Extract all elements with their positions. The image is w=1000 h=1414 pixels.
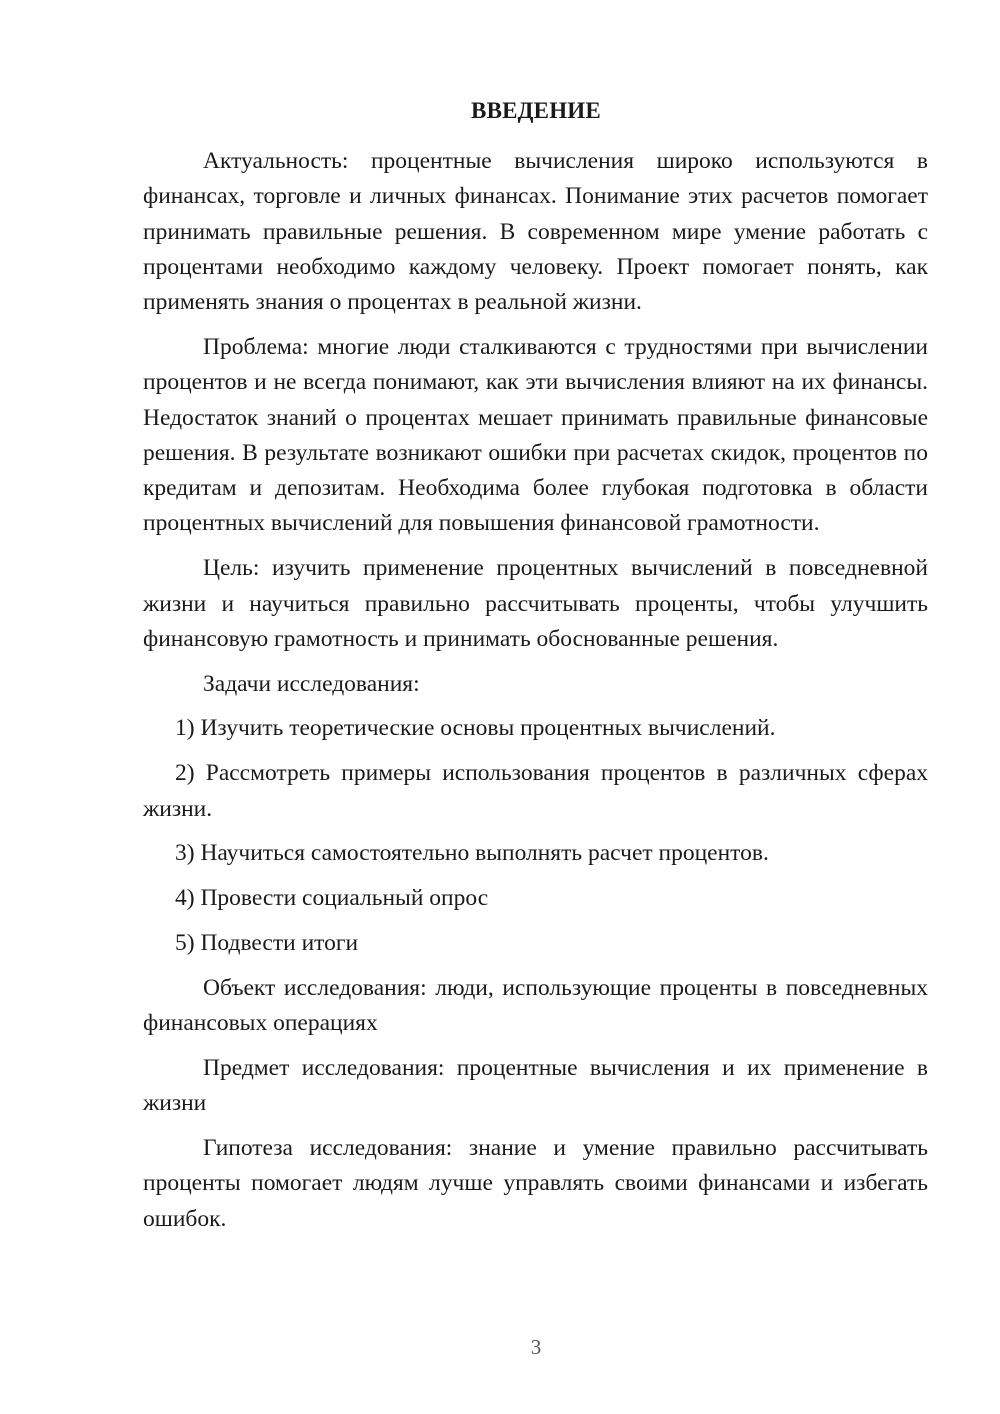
paragraph-object: Объект исследования: люди, использующие проценты в повседневных финансовых операциях (143, 974, 928, 1037)
task-item: 1) Изучить теоретические основы процентных вычислений. (175, 715, 776, 742)
section-title: ВВЕДЕНИЕ (471, 98, 601, 123)
task-item: 2) Рассмотреть примеры использования процентов в различных сферах жизни. (143, 760, 928, 822)
paragraph-relevance: Актуальность: процентные вычисления широко используются в финансах, торговле и личных финансах. Понимание этих расчетов помогает принимать правильные решения. В современном мире умение работать с процентами необходимо каждому человеку. Проект помогает понять, как применять знания о процентах в реальной жизни. (143, 148, 928, 316)
document-body (143, 144, 928, 1246)
task-item: 5) Подвести итоги (175, 929, 359, 956)
paragraph-hypothesis: Гипотеза исследования: знание и умение правильно рассчитывать проценты помогает людям лучше управлять своими финансами и избегать ошибок. (143, 1134, 928, 1232)
paragraph-goal: Цель: изучить применение процентных вычислений в повседневной жизни и научиться правильно рассчитывать проценты, чтобы улучшить финансовую грамотность и принимать обоснованные решения. (143, 555, 928, 652)
paragraph-problem: Проблема: многие люди сталкиваются с трудностями при вычислении процентов и не всегда понимают, как эти вычисления влияют на их финансы. Недостаток знаний о процентах мешает принимать правильные финансовые решения. В результате возникают ошибки при расчетах скидок, процентов по кредитам и депозитам. Необходима более глубокая подготовка в области процентных вычислений для повышения финансовой грамотности. (143, 333, 928, 537)
task-item: 3) Научиться самостоятельно выполнять расчет процентов. (175, 840, 769, 867)
task-item: 4) Провести социальный опрос (175, 885, 489, 912)
paragraph-subject: Предмет исследования: процентные вычисления и их применение в жизни (143, 1054, 928, 1117)
page-number: 3 (530, 1335, 542, 1359)
paragraph-tasks-heading: Задачи исследования: (203, 670, 420, 697)
